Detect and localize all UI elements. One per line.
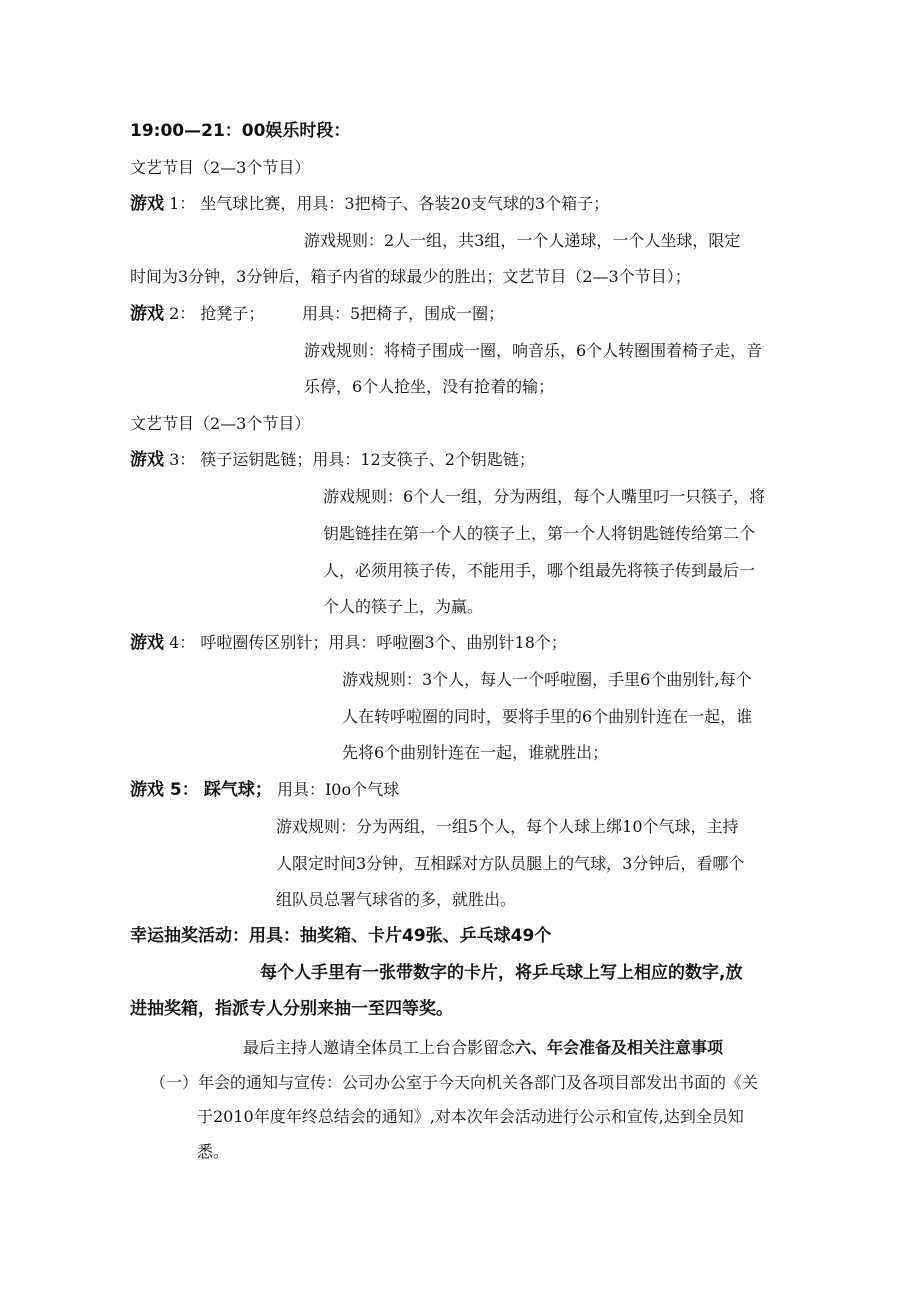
- lottery-title: 幸运抽奖活动：用具：抽奖箱、卡片49张、乒乓球49个: [130, 926, 552, 946]
- game-4-equipment: 呼啦圈传区别针；用具：呼啦圈3个、曲别针18个；: [200, 633, 567, 652]
- notice-line-2: 于2010年度年终总结会的通知》,对本次年会活动进行公示和宣传,达到全员知: [197, 1107, 744, 1126]
- game-3-rules-line-2: 钥匙链挂在第一个人的筷子上，第一个人将钥匙链传给第二个: [323, 524, 756, 543]
- notice-line-1: （一）年会的通知与宣传：公司办公室于今天向机关各部门及各项目部发出书面的《关: [150, 1073, 759, 1092]
- game-2-name: 抢凳子；: [200, 304, 265, 323]
- game-5-name: 踩气球；: [203, 780, 272, 800]
- game-3-rules-line-3: 人，必须用筷子传，不能用手，哪个组最先将筷子传到最后一: [323, 561, 756, 580]
- lottery-desc-line-1: 每个人手里有一张带数字的卡片，将乒乓球上写上相应的数字,放: [260, 963, 743, 983]
- game-2-rules-line-1: 游戏规则：将椅子围成一圈，响音乐，6个人转圈围着椅子走，音: [304, 341, 763, 360]
- game-1-equipment: 坐气球比赛，用具：3把椅子、各装20支气球的3个箱子；: [200, 194, 610, 213]
- game-3-equipment: 筷子运钥匙链；用具：12支筷子、2个钥匙链；: [200, 450, 535, 469]
- closing-line: [243, 1037, 723, 1059]
- game-1-rules-line-2: 时间为3分钟，3分钟后，箱子内省的球最少的胜出；文艺节目（2—3个节目）；: [130, 267, 691, 286]
- game-4-rules-line-1: 游戏规则：3个人，每人一个呼啦圈，手里6个曲别针,每个: [342, 670, 752, 689]
- game-4-rules-line-2: 人在转呼啦圈的同时，要将手里的6个曲别针连在一起，谁: [342, 707, 753, 726]
- game-3-heading: [130, 449, 535, 471]
- game-1-number: 1：: [169, 194, 196, 213]
- game-5-rules-line-3: 组队员总署气球省的多，就胜出。: [276, 890, 517, 909]
- game-2-number: 2：: [169, 304, 196, 323]
- closing-text: 最后主持人邀请全体员工上台合影留念: [243, 1038, 516, 1057]
- arts-program-1: 文艺节目（2—3个节目）: [130, 158, 311, 177]
- game-5-heading: [130, 779, 399, 801]
- notice-line-3: 悉。: [197, 1142, 230, 1161]
- game-4-heading: [130, 632, 567, 654]
- game-2-label: 游戏: [130, 304, 164, 324]
- lottery-desc-line-2: 进抽奖箱，指派专人分别来抽一至四等奖。: [130, 999, 453, 1019]
- arts-program-2: 文艺节目（2—3个节目）: [130, 414, 311, 433]
- game-5-equipment: 用具：I0o个气球: [276, 780, 400, 799]
- game-1-heading: [130, 193, 609, 215]
- game-4-label: 游戏: [130, 633, 164, 653]
- game-1-label: 游戏: [130, 194, 164, 214]
- game-2-heading: [130, 303, 264, 325]
- game-5-label: 游戏 5：: [130, 780, 199, 800]
- game-2-rules-line-2: 乐停，6个人抢坐，没有抢着的输；: [304, 377, 555, 396]
- section-title: 19:00—21：00娱乐时段：: [130, 121, 351, 141]
- game-3-number: 3：: [169, 450, 196, 469]
- game-2-equipment: 用具：5把椅子，围成一圈；: [302, 304, 505, 323]
- game-4-number: 4：: [169, 633, 196, 652]
- game-3-label: 游戏: [130, 450, 164, 470]
- game-4-rules-line-3: 先将6个曲别针连在一起，谁就胜出；: [342, 743, 609, 762]
- game-1-rules-line-1: 游戏规则：2人一组，共3组，一个人递球，一个人坐球，限定: [304, 231, 741, 250]
- game-3-rules-line-1: 游戏规则：6个人一组，分为两组，每个人嘴里叼一只筷子，将: [323, 487, 766, 506]
- game-3-rules-line-4: 个人的筷子上，为赢。: [323, 597, 484, 616]
- game-5-rules-line-1: 游戏规则：分为两组，一组5个人，每个人球上绑10个气球，主持: [276, 817, 739, 836]
- section-6-heading: 六、年会准备及相关注意事项: [515, 1038, 724, 1057]
- game-5-rules-line-2: 人限定时间3分钟，互相踩对方队员腿上的气球，3分钟后，看哪个: [276, 854, 745, 873]
